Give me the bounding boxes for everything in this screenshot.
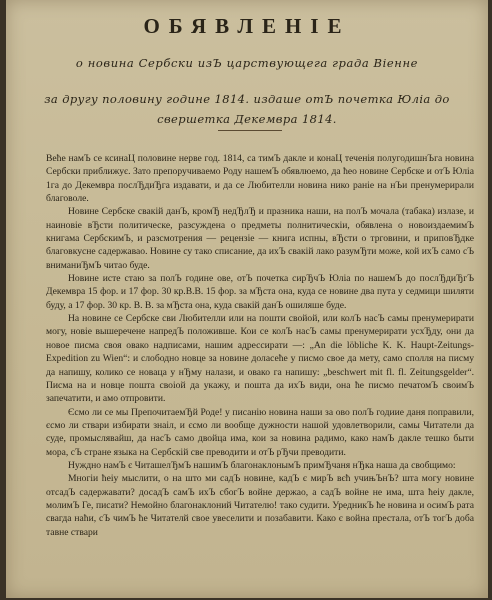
- paragraph-2: Новине Сербске свакій данЪ, кромЂ недЂлЂ и празника наши, на полЪ мочала (табака) излазе, и наиновіе вЂсти политическе, разсуждена о предметы полнитическіи, обявлена о новоиздаемимЪ книгама СербскимЪ, и разсмотрения — рецензіе — книга испны, вЂсти о трговини, и приповЂдке благовкусне садержавао. Новине су тако списание, да ихЪ свакій лако разумЂти може, кой ихЪ само сЪ вниманиЂмЪ читао буде.: [46, 206, 474, 271]
- document-page: [6, 0, 488, 598]
- paragraph-6: Нуждно намЪ є ЧиташелЂмЪ нашимЪ благонаклонымЪ примЂчаня нЂка наша да свобщимо:: [68, 459, 456, 471]
- subtitle-line-2: за другу половину године 1814. издаше отЪ почетка Юліа до свершетка Декемвра 1814.: [44, 92, 450, 126]
- subtitle-line-1: о новина Сербски изЪ царствующега града Віенне: [75, 56, 419, 70]
- paragraph-5: Єсмо ли се мы ПрепочитаемЂй Роде! у писанію новина наши за ово полЪ годиие даня поправили, єсмо ли ствари избирати знаіл, и єсмо ли вообще дужности нашой удовлетворили, самы Читатели да суде, промыслявайш, да насЪ само двойца има, кои за новина радимо, како намЪ дакле тешко быти мора, сЪ стране языка на Сербскій све преводити и отЪ рЂчи преводити.: [46, 406, 474, 458]
- page-title: ОБЯВЛЕНІЕ: [143, 14, 351, 38]
- paragraph-4: На новине се Сербске сви Любителли или на пошти свойой, или колЪ насЪ самы пренумерирати могу, новіе вышеречене напредЪ положивше. Кои се колЪ насЪ самы пренумерирати усхЂду, они да новое писма своя овако надписами, нашим адрессирати —: „An die löbliche K. K. Haupt-Zeitungs-Expedition zu Wien“: и слободно новце за новине доласеће у писмо свое да мету, само сполля на писму да напишу, колико се новаца у нЂму налази, и овако га напишу: „beschwert mit fl. fl. Zeitungsgelder“. Писма на и новце пошта своіой да укажу, и пошта да ихЪ види, она ће писмо печатомЪ своимЪ запечатити, и амо отпровити.: [46, 313, 474, 405]
- divider: [218, 130, 282, 131]
- body-text: [46, 152, 474, 539]
- paragraph-7: Многіи ћеіу мыслити, о на што ми садЪ новине, кадЪ є мирЪ вєћ учињЪнЪ? шта могу новине отсадЪ садержавати? досадЪ самЪ ихЪ сбогЪ войне держао, а садЪ войне не има, шта ћеіу дакле, молимЪ Ге, писати? Немойно благонаклоний Читателю! тако судити. УредникЪ ће новина и осимЪ рата свагда наћи, сЪ чимЪ ће Читателй свое увеселити и позабавити. Како є война престала, отЪ тогЪ доба тавне ствари: [46, 473, 474, 538]
- paragraph-1: Веће намЪ се ксинаЦ половине нерве год. 1814, са тимЪ дакле и конаЦ теченія полугодишнЪга новина Сербски приближує. Зато препоручиваемо Роду нашемЪ обявлюемо, да ћео новине Сербске и отЪ Юліа 1га до Декемвра послЂдиЂга издавати, и да се Любителли новина нико раніе на нЪи пренумерирали благоволе.: [46, 153, 474, 205]
- paragraph-3: Новине исте стаю за полЪ године ове, отЪ почетка сирЂчЪ Юліа по нашемЪ до послЂдиЂгЪ Декемвра 15 фор. и 17 фор. 30 кр.В.В. 15 фор. за мЂста она, куда се новине два пута у седмици шиляти буду, а 17 фор. 30 кр. В. В. за мЂста она, куда свакій данЪ ошиляше буде.: [46, 273, 474, 311]
